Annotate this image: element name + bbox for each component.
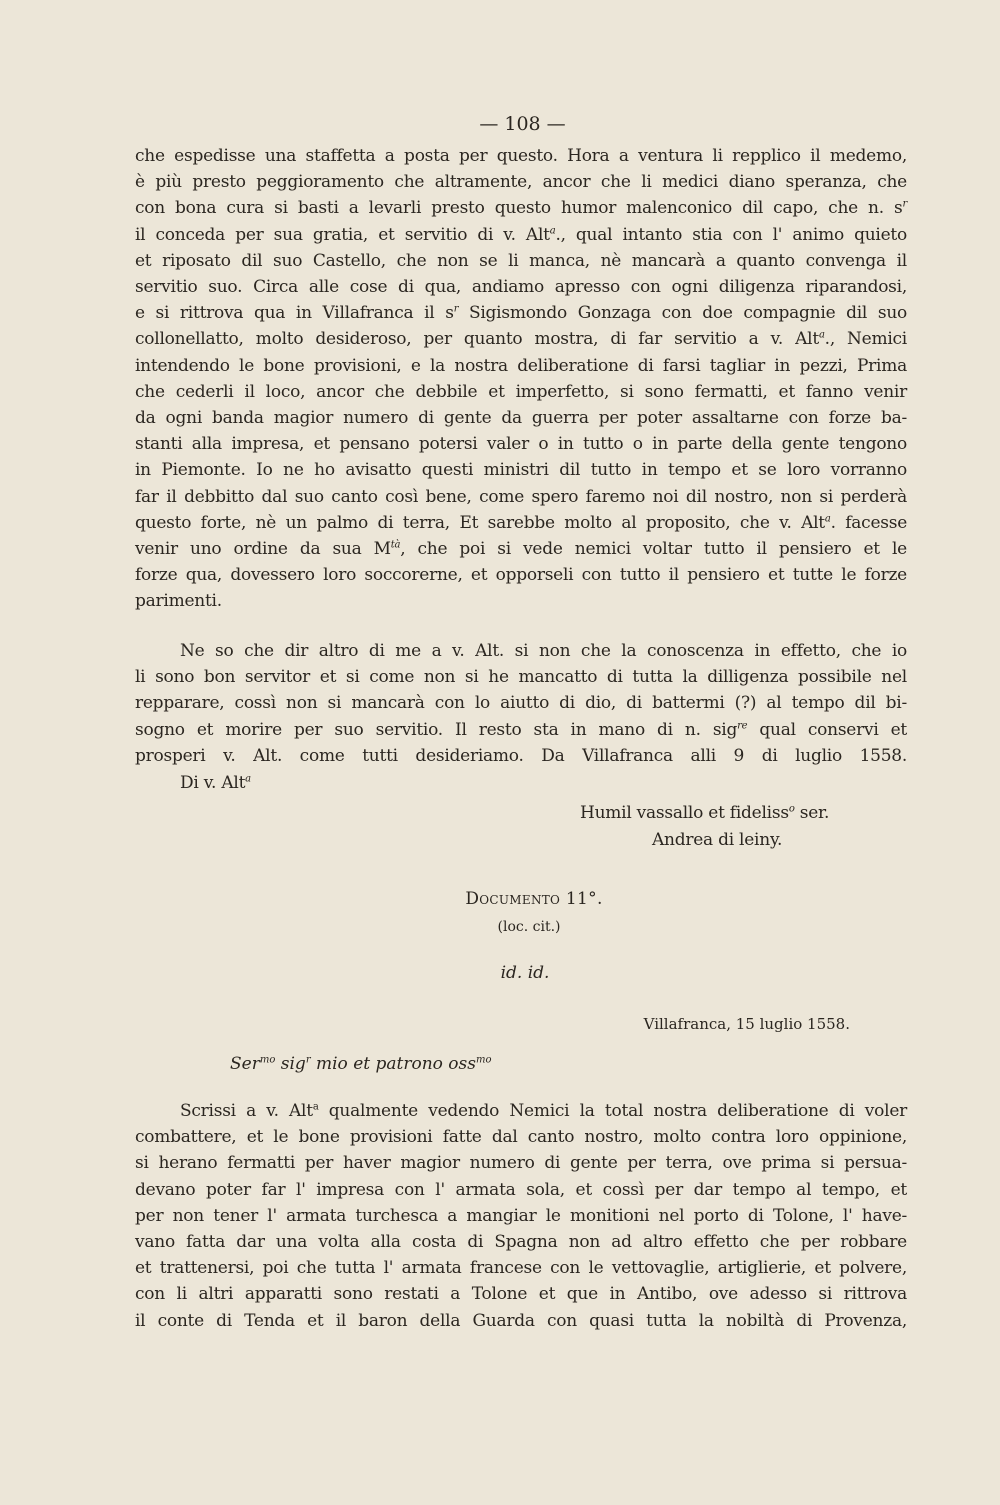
place-date: Villafranca, 15 luglio 1558.: [643, 1015, 850, 1033]
text-line: repparare, cossì non si mancarà con lo aiutto di dio, di battermi (?) al tempo dil bi-: [135, 693, 907, 714]
text-line: con bona cura si basti a levarli presto questo humor malenconico dil capo, che n. $s^r$: [135, 198, 907, 219]
id-id-note: id. id.: [500, 963, 550, 983]
text-line: in Piemonte. Io ne ho avisatto questi ministri dil tutto in tempo et se loro vorranno: [135, 460, 907, 481]
text-line: prosperi v. Alt. come tutti desideriamo. Da Villafranca alli 9 di luglio 1558.: [135, 745, 907, 766]
text-line: intendendo le bone provisioni, e la nostra deliberatione di farsi tagliar in pezzi, Prima: [135, 355, 907, 376]
signoff-line: Humil vassallo et fideliss$^o$ ser.: [580, 803, 830, 823]
text-line: Scrissi a v. Alt$^a$ qualmente vedendo Nemici la total nostra deliberatione di voler: [180, 1101, 907, 1121]
text-line: et trattenersi, poi che tutta l' armata francese con le vettovaglie, artiglierie, et polvere,: [135, 1258, 907, 1279]
text-line: parimenti.: [135, 591, 222, 612]
text-line: combattere, et le bone provisioni fatte dal canto nostro, molto contra loro oppinione,: [135, 1127, 907, 1148]
text-line: Ne so che dir altro di me a v. Alt. si non che la conoscenza in effetto, che io: [180, 641, 907, 661]
page-number: — 108 —: [479, 113, 566, 135]
text-line: venir uno ordine da sua $M^{tà}$, che poi si vede nemici voltar tutto il pensiero et le: [135, 539, 907, 560]
letter-body-new: [135, 1098, 907, 1334]
text-line: stanti alla impresa, et pensano potersi valer o in tutto o in parte della gente tengono: [135, 434, 907, 455]
letter-body-closing: [135, 638, 907, 769]
salutation: Ser$^{mo}$ sig$^r$ mio et patrono oss$^{mo}$: [230, 1054, 492, 1074]
document-title: Documento 11°.: [465, 889, 603, 909]
text-line: li sono bon servitor et si come non si he mancatto di tutta la dilligenza possibile nel: [135, 667, 907, 688]
text-line: con li altri apparatti sono restati a Tolone et que in Antibo, ove adesso si rittrova: [135, 1284, 907, 1305]
source-note: (loc. cit.): [497, 919, 561, 935]
text-line: questo forte, nè un palmo di terra, Et sarebbe molto al proposito, che v. Alt$^a$. facesse: [135, 512, 908, 533]
text-line: il conte di Tenda et il baron della Guarda con quasi tutta la nobiltà di Provenza,: [135, 1310, 907, 1331]
text-line: servitio suo. Circa alle cose di qua, andiamo apresso con ogni diligenza riparandosi,: [135, 277, 907, 298]
text-line: è più presto peggioramento che altramente, ancor che li medici diano speranza, che: [135, 172, 907, 193]
text-line: vano fatta dar una volta alla costa di Spagna non ad altro effetto che per robbare: [135, 1232, 907, 1253]
text-line: collonellatto, molto desideroso, per quanto mostra, di far servitio a v. Alt$^a$., Nemici: [135, 329, 907, 350]
text-line: si herano fermatti per haver magior numero di gente per terra, ove prima si persua-: [135, 1153, 907, 1174]
text-line: da ogni banda magior numero di gente da guerra per poter assaltarne con forze ba-: [135, 408, 907, 429]
text-line: et riposato dil suo Castello, che non se li manca, nè mancarà a quanto convenga il: [135, 250, 907, 271]
text-line: devano poter far l' impresa con l' armata sola, et cossì per dar tempo al tempo, et: [135, 1179, 907, 1200]
letter-body-continued: [135, 143, 907, 615]
text-line: che espedisse una staffetta a posta per questo. Hora a ventura li repplico il medemo,: [135, 146, 907, 166]
text-line: far il debbitto dal suo canto così bene, come spero faremo noi dil nostro, non si perderà: [135, 486, 907, 507]
text-line: forze qua, dovessero loro soccorerne, et opporseli con tutto il pensiero et tutte le forze: [135, 565, 907, 586]
text-line: e si rittrova qua in Villafranca il $s^r$ Sigismondo Gonzaga con doe compagnie dil suo: [135, 303, 908, 324]
text-line: per non tener l' armata turchesca a mangiar le monitioni nel porto di Tolone, l' have-: [135, 1205, 907, 1226]
text-line: che cederli il loco, ancor che debbile et imperfetto, si sono fermatti, et fanno venir: [135, 381, 907, 402]
closing-greeting: Di v. Alt$^a$: [180, 773, 251, 793]
signature: Andrea di leiny.: [652, 830, 783, 850]
text-line: il conceda per sua gratia, et servitio di v. Alt$^a$., qual intanto stia con l' animo quieto: [135, 224, 907, 245]
text-line: sogno et morire per suo servitio. Il resto sta in mano di n. sig$^{re}$ qual conservi et: [135, 719, 908, 740]
